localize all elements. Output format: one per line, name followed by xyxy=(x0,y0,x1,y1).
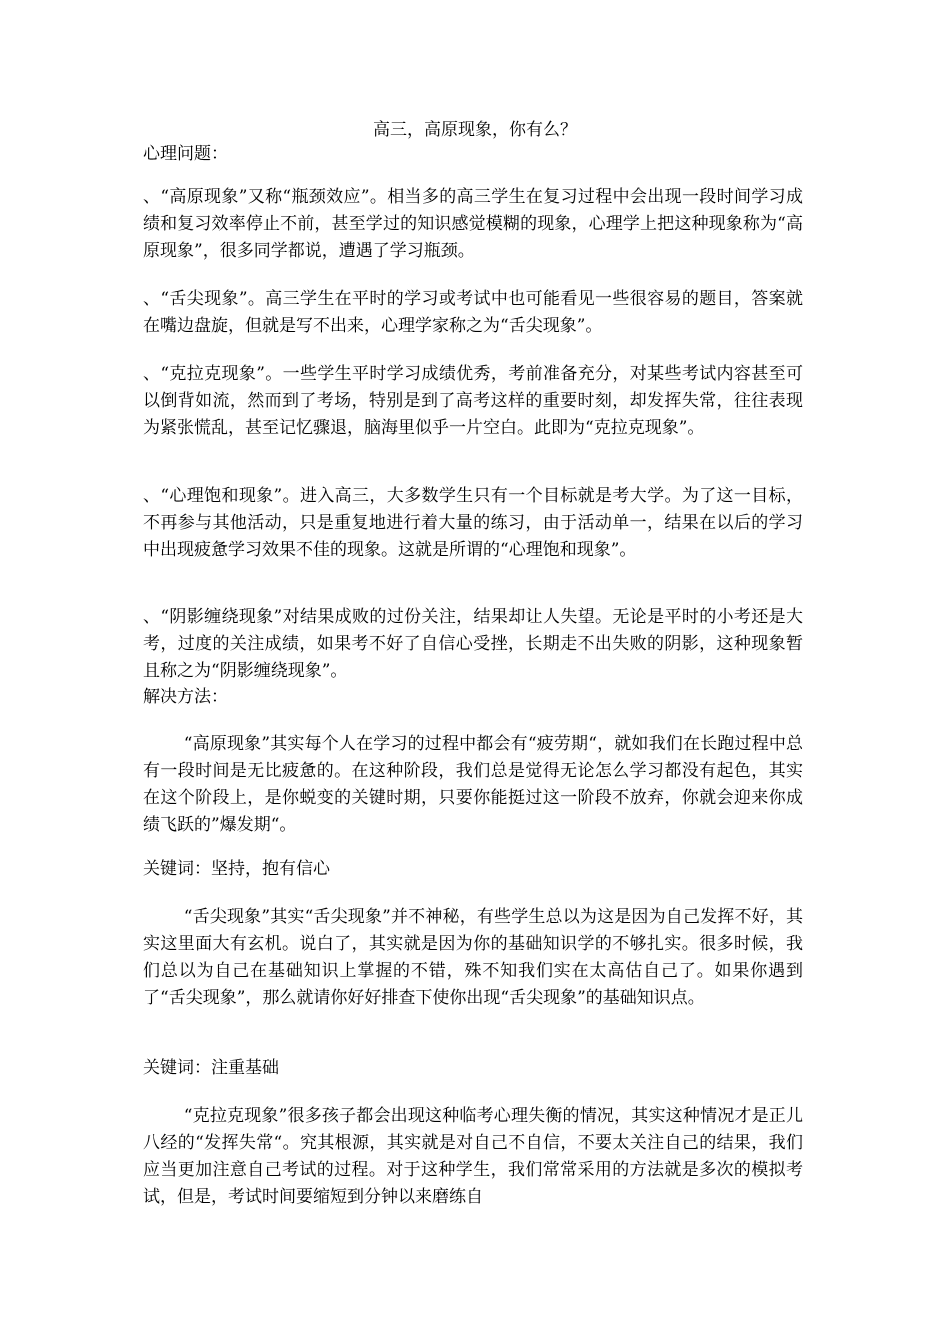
solution-paragraph: “舌尖现象”其实“舌尖现象”并不神秘，有些学生总以为这是因为自己发挥不好，其实这里面大有玄机。说白了，其实就是因为你的基础知识学的不够扎实。很多时候，我们总以为自己在基础知识上掌握的不错，殊不知我们实在太高估自己了。如果你遇到了“舌尖现象”，那么就请你好好排查下使你出现“舌尖现象”的基础知识点。 xyxy=(143,907,803,1008)
solution-paragraph: “高原现象”其实每个人在学习的过程中都会有“疲劳期“，就如我们在长跑过程中总有一段时间是无比疲惫的。在这种阶段，我们总是觉得无论怎么学习都没有起色，其实在这个阶段上，是你蜕变的关键时期，只要你能挺过这一阶段不放弃，你就会迎来你成绩飞跃的”爆发期“。 xyxy=(143,734,803,835)
keyword-line: 关键词：坚持，抱有信心 xyxy=(143,859,330,879)
problem-paragraph: 、“高原现象”又称“瓶颈效应”。相当多的高三学生在复习过程中会出现一段时间学习成绩和复习效率停止不前，甚至学过的知识感觉模糊的现象，心理学上把这种现象称为“高原现象”，很多同学都说，遭遇了学习瓶颈。 xyxy=(143,187,803,261)
solution-paragraph: “克拉克现象”很多孩子都会出现这种临考心理失衡的情况，其实这种情况才是正儿八经的“发挥失常“。究其根源，其实就是对自己不自信，不要太关注自己的结果，我们应当更加注意自己考试的过程。对于这种学生，我们常常采用的方法就是多次的模拟考试，但是，考试时间要缩短到分钟以来磨练自 xyxy=(143,1106,803,1207)
keyword-line: 关键词：注重基础 xyxy=(143,1058,279,1078)
problem-paragraph: 、“阴影缠绕现象”对结果成败的过份关注，结果却让人失望。无论是平时的小考还是大考，过度的关注成绩，如果考不好了自信心受挫，长期走不出失败的阴影，这种现象暂且称之为“阴影缠绕现象”。 xyxy=(143,607,803,681)
problem-paragraph: 、“克拉克现象”。一些学生平时学习成绩优秀，考前准备充分，对某些考试内容甚至可以倒背如流，然而到了考场，特别是到了高考这样的重要时刻，却发挥失常，往往表现为紧张慌乱，甚至记忆骤退，脑海里似乎一片空白。此即为“克拉克现象”。 xyxy=(143,364,803,438)
section-heading-problems: 心理问题： xyxy=(143,144,228,164)
problem-paragraph: 、“舌尖现象”。高三学生在平时的学习或考试中也可能看见一些很容易的题目，答案就在嘴边盘旋，但就是写不出来，心理学家称之为“舌尖现象”。 xyxy=(143,289,803,336)
document-title: 高三，高原现象，你有么？ xyxy=(373,120,577,140)
section-heading-solutions: 解决方法： xyxy=(143,687,228,707)
problem-paragraph: 、“心理饱和现象”。进入高三，大多数学生只有一个目标就是考大学。为了这一目标，不再参与其他活动，只是重复地进行着大量的练习，由于活动单一，结果在以后的学习中出现疲惫学习效果不佳的现象。这就是所谓的“心理饱和现象”。 xyxy=(143,486,803,560)
